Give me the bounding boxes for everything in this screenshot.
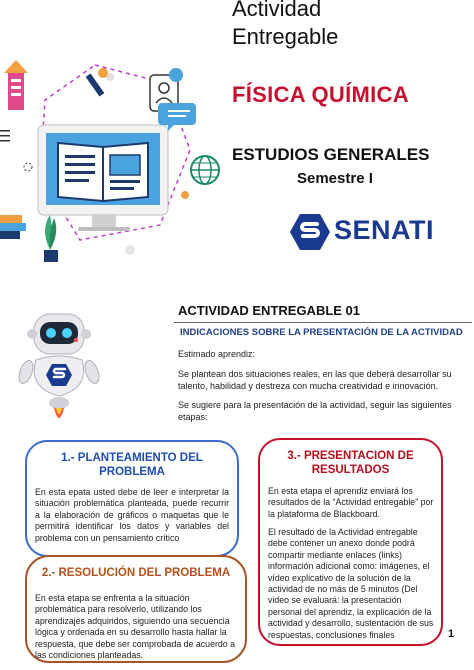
brush-icon	[86, 68, 108, 97]
activity-instructions	[174, 322, 472, 424]
paragraph-2: Se sugiere para la presentación de la actividad, seguir las siguientes etapas:	[178, 400, 452, 422]
senati-logo	[290, 212, 440, 252]
plant-icon	[44, 215, 58, 262]
card-1-heading: 1.- PLANTEAMIENTO DEL PROBLEMA	[61, 452, 203, 478]
card-1-text: En esta epata usted debe de leer e interpretar la situación problemática planteada, puede recurrir a la elaboración de gráficos o maquetas que le permitirá identificar los datos y variables del problema con un pensamiento crítico	[35, 487, 229, 543]
upload-icon	[4, 60, 28, 110]
brand-name: SENATI	[334, 215, 435, 245]
stage-card-3	[258, 438, 443, 646]
semester-label: Semestre I	[297, 170, 373, 187]
education-illustration	[0, 55, 240, 280]
title-line-1: Actividad	[232, 0, 322, 21]
robot-mascot	[14, 308, 104, 433]
card-3-text-2: El resultado de la Actividad entregable debe contener un anexo donde podrá compartir mediante enlaces (links) información adicional como: imágenes, el vídeo explicativo de la solución de la actividad de no más de 5 minutos (Del video se evaluará: la presentación personal del aprendiz, la explicación de la actividad y desarrollo, sustentación de sus respuestas, conclusiones finales	[268, 527, 434, 640]
book-icon	[58, 143, 148, 201]
globe-icon	[191, 156, 219, 184]
books-stack-icon	[0, 215, 26, 239]
subject-title: FÍSICA QUÍMICA	[232, 82, 409, 107]
activity-subtitle: INDICACIONES SOBRE LA PRESENTACIÓN DE LA ACTIVIDAD	[180, 327, 463, 338]
card-2-heading: 2.- RESOLUCIÓN DEL PROBLEMA	[41, 567, 231, 579]
card-3-heading: 3.- PRESENTACION DE RESULTADOS	[287, 450, 414, 476]
card-2-text: En esta etapa se enfrenta a la situación problemática para resolverlo, utilizando los aprendizajes adquiridos, siguiendo una secuencia lógica y ordenada en su desarrollo hasta hallar la respuesta, que debe ser comprobada de acuerdo a las condiciones planteadas.	[35, 593, 236, 661]
stage-card-2	[25, 555, 247, 663]
stage-card-1	[25, 440, 239, 557]
paragraph-1: Se plantean dos situaciones reales, en las que deberá desarrollar su talento, habilidad y destreza con mucha creatividad e innovación.	[178, 369, 452, 391]
greeting: Estimado aprendiz:	[178, 349, 256, 359]
senati-logo-icon	[290, 214, 330, 250]
menu-lines-icon	[0, 130, 10, 142]
card-3-text-1: En esta etapa el aprendiz enviará los resultados de la “Actividad entregable” por la plataforma de Blackboard.	[268, 486, 434, 519]
title-line-2: Entregable	[232, 24, 339, 49]
program-name: ESTUDIOS GENERALES	[232, 145, 430, 164]
page-number: 1	[448, 628, 455, 640]
activity-title: ACTIVIDAD ENTREGABLE 01	[178, 303, 361, 318]
